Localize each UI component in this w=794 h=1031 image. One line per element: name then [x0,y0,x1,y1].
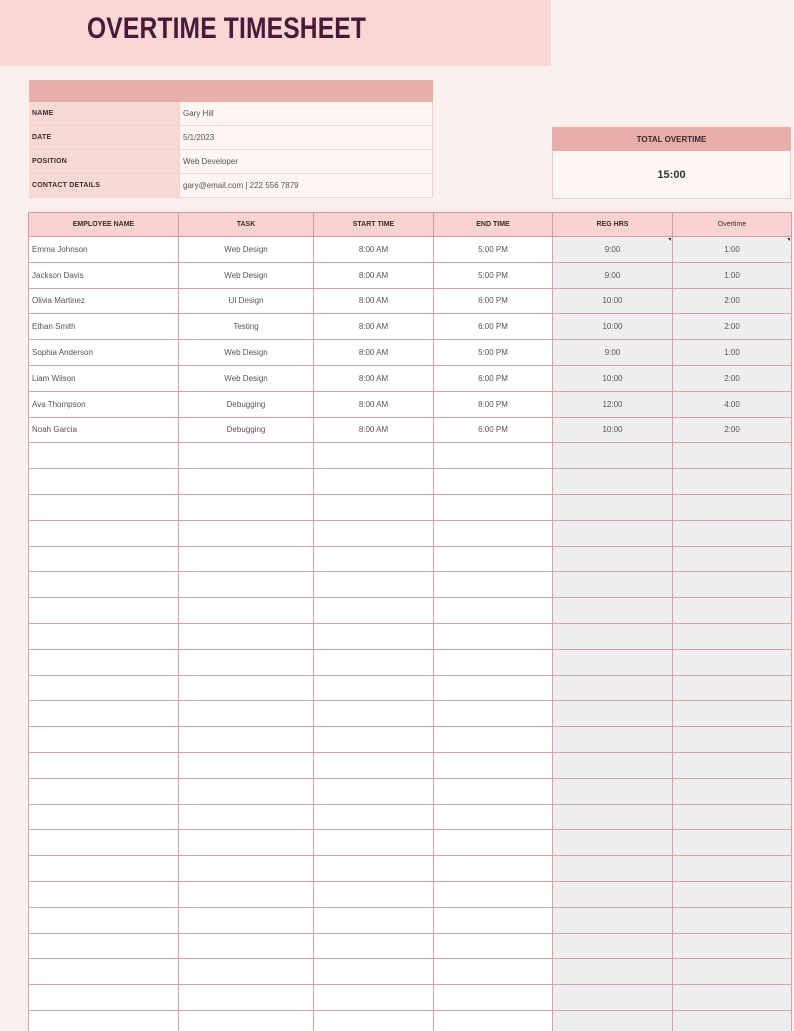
employee-name-cell[interactable] [29,443,179,469]
reg-hrs-cell[interactable] [553,701,673,727]
reg-hrs-cell[interactable] [553,778,673,804]
date-label: DATE [29,126,179,149]
reg-hrs-cell[interactable] [553,443,673,469]
header-end-time: END TIME [434,213,553,237]
overtime-cell[interactable] [673,881,792,907]
table-row [29,907,792,933]
overtime-cell[interactable] [673,752,792,778]
task-cell[interactable] [179,907,314,933]
start-time-cell[interactable] [314,469,434,495]
end-time-cell[interactable] [434,727,553,753]
end-time-cell[interactable]: 8:00 PM [434,391,553,417]
overtime-cell[interactable] [673,804,792,830]
task-cell[interactable] [179,856,314,882]
reg-hrs-cell[interactable] [553,1010,673,1031]
employee-name-cell[interactable] [29,623,179,649]
overtime-cell[interactable] [673,649,792,675]
table-row [29,830,792,856]
reg-hrs-cell[interactable]: 10:00 [553,288,673,314]
reg-hrs-cell[interactable] [553,546,673,572]
name-label: NAME [29,102,179,125]
table-row [29,469,792,495]
start-time-cell[interactable] [314,830,434,856]
start-time-cell[interactable] [314,778,434,804]
reg-hrs-cell[interactable] [553,520,673,546]
table-row [29,572,792,598]
total-overtime-value: 15:00 [552,151,791,199]
start-time-cell[interactable] [314,804,434,830]
reg-hrs-cell[interactable] [553,959,673,985]
employee-name-cell[interactable]: Jackson Davis [29,262,179,288]
end-time-cell[interactable] [434,1010,553,1031]
overtime-cell[interactable] [673,520,792,546]
header-employee-name: EMPLOYEE NAME [29,213,179,237]
employee-name-cell[interactable] [29,881,179,907]
start-time-cell[interactable]: 8:00 AM [314,288,434,314]
end-time-cell[interactable] [434,778,553,804]
table-row [29,1010,792,1031]
end-time-cell[interactable] [434,701,553,727]
start-time-cell[interactable] [314,520,434,546]
reg-hrs-cell[interactable] [553,494,673,520]
start-time-cell[interactable] [314,727,434,753]
task-cell[interactable]: Web Design [179,340,314,366]
end-time-cell[interactable]: 5:00 PM [434,340,553,366]
employee-name-cell[interactable] [29,546,179,572]
end-time-cell[interactable] [434,520,553,546]
table-row [29,804,792,830]
employee-name-cell[interactable] [29,830,179,856]
table-row [29,520,792,546]
position-label: POSITION [29,150,179,173]
overtime-cell[interactable]: 1:00 [673,237,792,263]
reg-hrs-cell[interactable]: 10:00 [553,417,673,443]
start-time-cell[interactable] [314,572,434,598]
end-time-cell[interactable]: 6:00 PM [434,288,553,314]
reg-hrs-cell[interactable]: 10:00 [553,314,673,340]
employee-name-cell[interactable] [29,701,179,727]
reg-hrs-cell[interactable] [553,469,673,495]
employee-name-cell[interactable] [29,804,179,830]
start-time-cell[interactable] [314,856,434,882]
task-cell[interactable] [179,520,314,546]
end-time-cell[interactable] [434,469,553,495]
end-time-cell[interactable] [434,933,553,959]
task-cell[interactable]: UI Design [179,288,314,314]
table-row [29,494,792,520]
overtime-cell[interactable] [673,623,792,649]
task-cell[interactable] [179,985,314,1011]
reg-hrs-cell[interactable]: 12:00 [553,391,673,417]
start-time-cell[interactable]: 8:00 AM [314,314,434,340]
overtime-cell[interactable]: 1:00 [673,340,792,366]
reg-hrs-cell[interactable] [553,856,673,882]
end-time-cell[interactable] [434,675,553,701]
task-cell[interactable] [179,727,314,753]
overtime-cell[interactable] [673,675,792,701]
employee-name-cell[interactable]: Noah Garcia [29,417,179,443]
task-cell[interactable] [179,752,314,778]
task-cell[interactable] [179,701,314,727]
table-row [29,959,792,985]
task-cell[interactable] [179,778,314,804]
employee-name-cell[interactable] [29,1010,179,1031]
start-time-cell[interactable] [314,623,434,649]
start-time-cell[interactable] [314,1010,434,1031]
end-time-cell[interactable]: 5:00 PM [434,262,553,288]
employee-name-cell[interactable]: Sophia Anderson [29,340,179,366]
info-header-bar [29,80,433,102]
task-cell[interactable] [179,1010,314,1031]
employee-name-cell[interactable]: Liam Wilson [29,365,179,391]
employee-name-cell[interactable] [29,933,179,959]
task-cell[interactable] [179,623,314,649]
overtime-cell[interactable]: 2:00 [673,314,792,340]
employee-name-cell[interactable]: Emma Johnson [29,237,179,263]
employee-name-cell[interactable] [29,572,179,598]
end-time-cell[interactable]: 5:00 PM [434,237,553,263]
start-time-cell[interactable] [314,494,434,520]
end-time-cell[interactable] [434,546,553,572]
start-time-cell[interactable] [314,959,434,985]
info-row-contact [29,174,433,198]
start-time-cell[interactable] [314,985,434,1011]
end-time-cell[interactable] [434,494,553,520]
overtime-cell[interactable] [673,985,792,1011]
end-time-cell[interactable] [434,752,553,778]
table-body [29,237,792,1031]
start-time-cell[interactable] [314,907,434,933]
task-cell[interactable] [179,933,314,959]
contact-details-label: CONTACT DETAILS [29,174,179,197]
overtime-cell[interactable] [673,959,792,985]
end-time-cell[interactable]: 6:00 PM [434,365,553,391]
header-start-time: START TIME [314,213,434,237]
total-overtime-label: TOTAL OVERTIME [552,127,791,151]
start-time-cell[interactable] [314,443,434,469]
end-time-cell[interactable]: 6:00 PM [434,314,553,340]
end-time-cell[interactable] [434,830,553,856]
table-row [29,417,792,443]
table-row [29,701,792,727]
employee-name-cell[interactable] [29,959,179,985]
employee-name-cell[interactable] [29,727,179,753]
table-row [29,778,792,804]
reg-hrs-cell[interactable] [553,830,673,856]
employee-name-cell[interactable] [29,598,179,624]
header-reg-hrs: REG HRS [553,213,673,237]
employee-name-cell[interactable] [29,520,179,546]
start-time-cell[interactable] [314,598,434,624]
table-row [29,623,792,649]
start-time-cell[interactable] [314,675,434,701]
task-cell[interactable] [179,675,314,701]
task-cell[interactable] [179,598,314,624]
start-time-cell[interactable]: 8:00 AM [314,365,434,391]
task-cell[interactable]: Debugging [179,391,314,417]
start-time-cell[interactable]: 8:00 AM [314,391,434,417]
task-cell[interactable] [179,830,314,856]
overtime-cell[interactable]: 2:00 [673,288,792,314]
employee-name-cell[interactable] [29,985,179,1011]
employee-name-cell[interactable] [29,649,179,675]
table-row [29,314,792,340]
start-time-cell[interactable] [314,933,434,959]
overtime-cell[interactable] [673,856,792,882]
task-cell[interactable]: Web Design [179,262,314,288]
reg-hrs-cell[interactable] [553,907,673,933]
table-row [29,365,792,391]
start-time-cell[interactable] [314,649,434,675]
overtime-cell[interactable] [673,598,792,624]
task-cell[interactable] [179,494,314,520]
table-row [29,546,792,572]
reg-hrs-cell[interactable] [553,649,673,675]
employee-name-cell[interactable] [29,675,179,701]
start-time-cell[interactable] [314,546,434,572]
end-time-cell[interactable] [434,959,553,985]
reg-hrs-cell[interactable] [553,727,673,753]
name-value[interactable]: Gary Hill [179,102,433,125]
overtime-cell[interactable] [673,494,792,520]
end-time-cell[interactable] [434,881,553,907]
employee-name-cell[interactable] [29,469,179,495]
employee-name-cell[interactable] [29,494,179,520]
end-time-cell[interactable] [434,985,553,1011]
table-row [29,752,792,778]
task-cell[interactable] [179,469,314,495]
reg-hrs-cell[interactable] [553,623,673,649]
overtime-cell[interactable] [673,727,792,753]
overtime-cell[interactable] [673,907,792,933]
start-time-cell[interactable] [314,701,434,727]
table-row [29,881,792,907]
reg-hrs-cell[interactable] [553,804,673,830]
end-time-cell[interactable] [434,856,553,882]
table-row [29,340,792,366]
end-time-cell[interactable] [434,804,553,830]
overtime-cell[interactable] [673,469,792,495]
overtime-cell[interactable] [673,701,792,727]
overtime-cell[interactable]: 2:00 [673,417,792,443]
end-time-cell[interactable] [434,443,553,469]
employee-name-cell[interactable]: Olivia Martinez [29,288,179,314]
overtime-cell[interactable] [673,933,792,959]
reg-hrs-cell[interactable] [553,985,673,1011]
task-cell[interactable]: Debugging [179,417,314,443]
info-row-position [29,150,433,174]
end-time-cell[interactable]: 6:00 PM [434,417,553,443]
overtime-cell[interactable]: 1:00 [673,262,792,288]
total-overtime-block [552,127,791,199]
end-time-cell[interactable] [434,598,553,624]
overtime-cell[interactable] [673,546,792,572]
overtime-cell[interactable] [673,830,792,856]
reg-hrs-cell[interactable] [553,598,673,624]
table-row [29,598,792,624]
task-cell[interactable]: Testing [179,314,314,340]
employee-name-cell[interactable]: Ava Thompson [29,391,179,417]
header-task: TASK [179,213,314,237]
overtime-cell[interactable] [673,572,792,598]
reg-hrs-cell[interactable]: 10:00 [553,365,673,391]
task-cell[interactable] [179,881,314,907]
task-cell[interactable]: Web Design [179,365,314,391]
overtime-cell[interactable] [673,1010,792,1031]
employee-name-cell[interactable] [29,856,179,882]
overtime-cell[interactable]: 2:00 [673,365,792,391]
reg-hrs-cell[interactable] [553,933,673,959]
task-cell[interactable] [179,804,314,830]
employee-name-cell[interactable]: Ethan Smith [29,314,179,340]
reg-hrs-cell[interactable] [553,572,673,598]
table-row [29,933,792,959]
table-row [29,727,792,753]
reg-hrs-cell[interactable] [553,752,673,778]
table-row [29,262,792,288]
task-cell[interactable] [179,649,314,675]
end-time-cell[interactable] [434,907,553,933]
table-row [29,443,792,469]
table-row [29,288,792,314]
info-row-date [29,126,433,150]
table-row [29,856,792,882]
info-row-name [29,102,433,126]
start-time-cell[interactable]: 8:00 AM [314,237,434,263]
employee-info-block [29,80,433,198]
table-row [29,985,792,1011]
employee-name-cell[interactable] [29,907,179,933]
date-value[interactable]: 5/1/2023 [179,126,433,149]
start-time-cell[interactable]: 8:00 AM [314,262,434,288]
table-row [29,391,792,417]
overtime-cell[interactable] [673,443,792,469]
end-time-cell[interactable] [434,649,553,675]
task-cell[interactable] [179,443,314,469]
table-row [29,675,792,701]
page-title: OVERTIME TIMESHEET [87,12,367,45]
start-time-cell[interactable]: 8:00 AM [314,417,434,443]
position-value[interactable]: Web Developer [179,150,433,173]
start-time-cell[interactable]: 8:00 AM [314,340,434,366]
overtime-cell[interactable]: 4:00 [673,391,792,417]
employee-name-cell[interactable] [29,752,179,778]
reg-hrs-cell[interactable] [553,675,673,701]
reg-hrs-cell[interactable] [553,881,673,907]
task-cell[interactable]: Web Design [179,237,314,263]
reg-hrs-cell[interactable]: 9:00 [553,237,673,263]
title-band [0,0,551,66]
timesheet-table [28,212,792,1031]
start-time-cell[interactable] [314,881,434,907]
task-cell[interactable] [179,572,314,598]
end-time-cell[interactable] [434,623,553,649]
employee-name-cell[interactable] [29,778,179,804]
contact-details-value[interactable]: gary@email.com | 222 556 7879 [179,174,433,197]
task-cell[interactable] [179,959,314,985]
end-time-cell[interactable] [434,572,553,598]
table-row [29,237,792,263]
reg-hrs-cell[interactable]: 9:00 [553,340,673,366]
task-cell[interactable] [179,546,314,572]
start-time-cell[interactable] [314,752,434,778]
overtime-cell[interactable] [673,778,792,804]
table-row [29,649,792,675]
reg-hrs-cell[interactable]: 9:00 [553,262,673,288]
table-header-row [29,213,792,237]
header-overtime: Overtime [673,213,792,237]
